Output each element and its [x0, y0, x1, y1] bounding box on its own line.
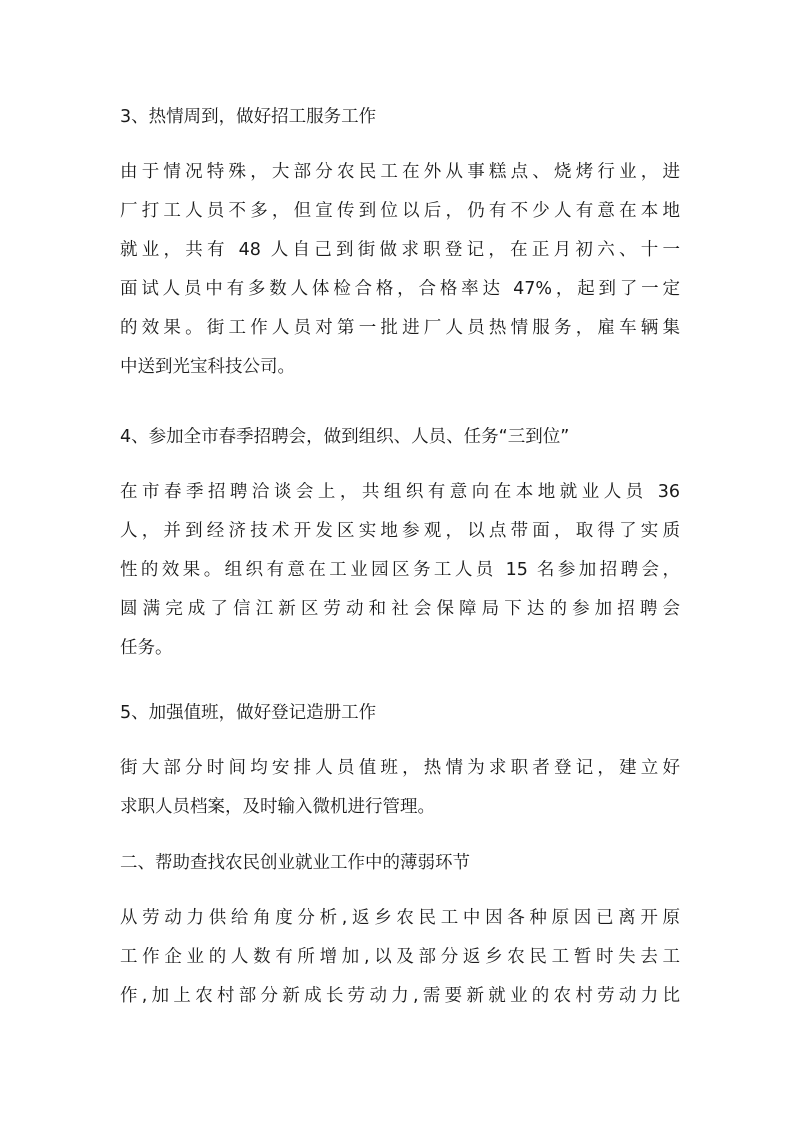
paragraph-line: 由于情况特殊，大部分农民工在外从事糕点、烧烤行业，进 [120, 162, 680, 182]
paragraph-line: 性的效果。组织有意在工业园区务工人员 15 名参加招聘会， [120, 560, 680, 580]
paragraph-line: 中送到光宝科技公司。 [120, 357, 295, 377]
paragraph-line: 就业，共有 48 人自己到街做求职登记，在正月初六、十一 [120, 240, 680, 260]
section-heading-5: 5、加强值班，做好登记造册工作 [120, 703, 377, 723]
paragraph-line: 任务。 [120, 638, 173, 658]
paragraph-line: 圆满完成了信江新区劳动和社会保障局下达的参加招聘会 [120, 599, 680, 619]
paragraph-line: 的效果。街工作人员对第一批进厂人员热情服务，雇车辆集 [120, 318, 680, 338]
section-heading-4: 4、参加全市春季招聘会，做到组织、人员、任务“三到位” [120, 427, 570, 447]
paragraph-line: 面试人员中有多数人体检合格，合格率达 47%，起到了一定 [120, 279, 680, 299]
paragraph-line: 厂打工人员不多，但宣传到位以后，仍有不少人有意在本地 [120, 201, 680, 221]
paragraph-line: 人，并到经济技术开发区实地参观，以点带面，取得了实质 [120, 521, 680, 541]
paragraph-line: 街大部分时间均安排人员值班，热情为求职者登记，建立好 [120, 758, 680, 778]
paragraph-line: 作,加上农村部分新成长劳动力,需要新就业的农村劳动力比 [120, 986, 680, 1006]
section-heading-3: 3、热情周到，做好招工服务工作 [120, 107, 377, 127]
paragraph-line: 在市春季招聘洽谈会上，共组织有意向在本地就业人员 36 [120, 482, 680, 502]
paragraph-line: 工作企业的人数有所增加,以及部分返乡农民工暂时失去工 [120, 947, 680, 967]
part-heading-2: 二、帮助查找农民创业就业工作中的薄弱环节 [120, 853, 470, 873]
paragraph-line: 求职人员档案，及时输入微机进行管理。 [120, 797, 435, 817]
paragraph-line: 从劳动力供给角度分析,返乡农民工中因各种原因已离开原 [120, 908, 680, 928]
